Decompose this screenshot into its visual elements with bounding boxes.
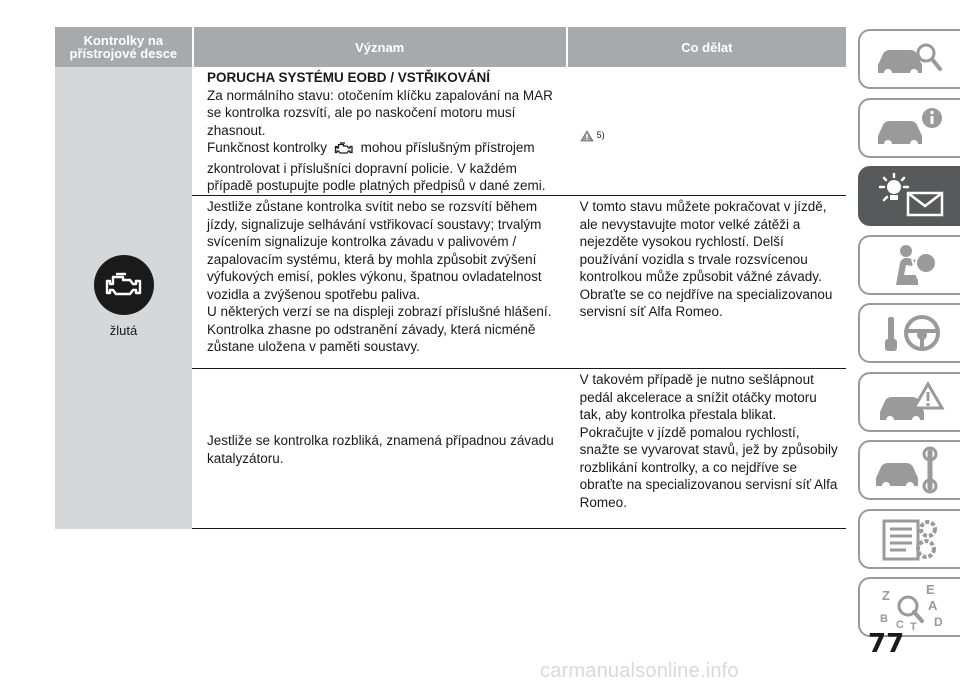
index-letter: T: [910, 621, 917, 632]
header-action: Co dělat: [566, 27, 846, 67]
header-meaning: Význam: [192, 27, 566, 67]
chapter-tabs: [858, 29, 960, 646]
index-letter: C: [896, 619, 904, 631]
table-row: [192, 369, 846, 529]
key-steering-wheel-icon: [870, 309, 950, 357]
fault-title: PORUCHA SYSTÉMU EOBD / VSTŘIKOVÁNÍ: [207, 70, 491, 85]
meaning-text: Jestliže se kontrolka rozbliká, znamená případnou závadu katalyzátoru.: [207, 433, 554, 466]
table-rows: [192, 67, 846, 529]
action-text: V tomto stavu můžete pokračovat v jízdě, ale nevystavujte motor velké zátěži a nejezděte vysokou rychlostí. Delší používání vozidla s trvale rozsvícenou kontrolkou může způsobit vážné závady. Obraťte se co nejdříve na specializovanou servisní síť Alfa Romeo.: [579, 199, 833, 319]
car-service-icon: [870, 446, 950, 494]
table-header: [55, 27, 846, 67]
action-cell: [566, 369, 846, 528]
tab-knowing-car[interactable]: [858, 29, 960, 89]
action-cell: [566, 196, 846, 368]
meaning-text-2: U některých verzí se na displeji zobrazí příslušné hlášení. Kontrolka zhasne po odstranění závady, která nicméně zůstane uložena v paměti soustavy.: [207, 304, 552, 354]
meaning-cell: [192, 369, 566, 528]
table-row: [192, 196, 846, 369]
meaning-text: Za normálního stavu: otočením klíčku zapalování na MAR se kontrolka rozsvítí, ale po naskočení motoru musí zhasnout.: [207, 87, 553, 138]
engine-check-icon: [94, 255, 154, 315]
technical-data-icon: [870, 515, 950, 563]
warning-triangle-icon: [580, 130, 594, 142]
meaning-cell: [192, 67, 566, 195]
action-text: V takovém případě je nutno sešlápnout pedál akcelerace a snížit otáčky motoru tak, aby kontrolka přestala blikat. Pokračujte v jízdě pomalou rychlostí, snažte se vyvarovat stavů, jež by způsobily rozblikání kontrolky, a co nejdříve se obraťte na specializovanou servisní síť Alfa Romeo.: [579, 372, 838, 510]
warning-lights-table: [55, 27, 846, 529]
lamp-cell: [55, 67, 192, 529]
alphabetical-index-icon: [870, 582, 950, 632]
meaning-text-2: Funkčnost kontrolky mohou příslušným přístrojem zkontrolovat i příslušníci dopravní policie. V každém případě postupujte podle platných předpisů v dané zemi.: [207, 140, 546, 193]
tab-technical-data[interactable]: [858, 509, 960, 569]
index-letter: D: [934, 615, 943, 629]
header-lamp-line1: Kontrolky na: [83, 33, 164, 48]
car-breakdown-icon: [870, 378, 950, 426]
meaning-text: Jestliže zůstane kontrolka svítit nebo se rozsvítí během jízdy, signalizuje selhávání vstřikovací soustavy; trvalým svícením signalizuje kontrolka závadu v palivovém / zapalovacím systému, která by mohla způsobit zvýšení výfukových emisí, pokles výkonu, špatnou ovladatelnost vozidla a zvýšenou spotřebu paliva.: [207, 199, 542, 302]
car-search-icon: [870, 35, 950, 83]
tab-warning-lights[interactable]: [858, 166, 960, 226]
watermark: carmanualsonline.info: [540, 660, 739, 682]
airbag-seat-icon: [870, 241, 950, 289]
table-body: [55, 67, 846, 529]
index-letter: Z: [882, 588, 890, 603]
tab-maintenance[interactable]: [858, 440, 960, 500]
lamp-color-caption: žlutá: [109, 322, 138, 338]
tab-safety[interactable]: [858, 235, 960, 295]
tab-starting-driving[interactable]: [858, 303, 960, 363]
tab-emergency[interactable]: [858, 372, 960, 432]
tab-car-info[interactable]: [858, 98, 960, 158]
warning-reference: 5): [580, 127, 605, 145]
table-row: [192, 67, 846, 196]
index-letter: E: [926, 582, 935, 597]
action-cell: [566, 67, 846, 195]
car-info-icon: [870, 104, 950, 152]
index-letter: B: [880, 613, 888, 625]
engine-check-inline-icon: [333, 141, 355, 160]
header-lamp: [55, 27, 192, 67]
warning-light-message-icon: [868, 171, 952, 221]
meaning-cell: [192, 196, 566, 368]
page-number: 77: [868, 629, 905, 659]
header-lamp-line2: přístrojové desce: [69, 46, 178, 61]
tab-index[interactable]: [858, 577, 960, 637]
index-letter: A: [928, 598, 938, 613]
